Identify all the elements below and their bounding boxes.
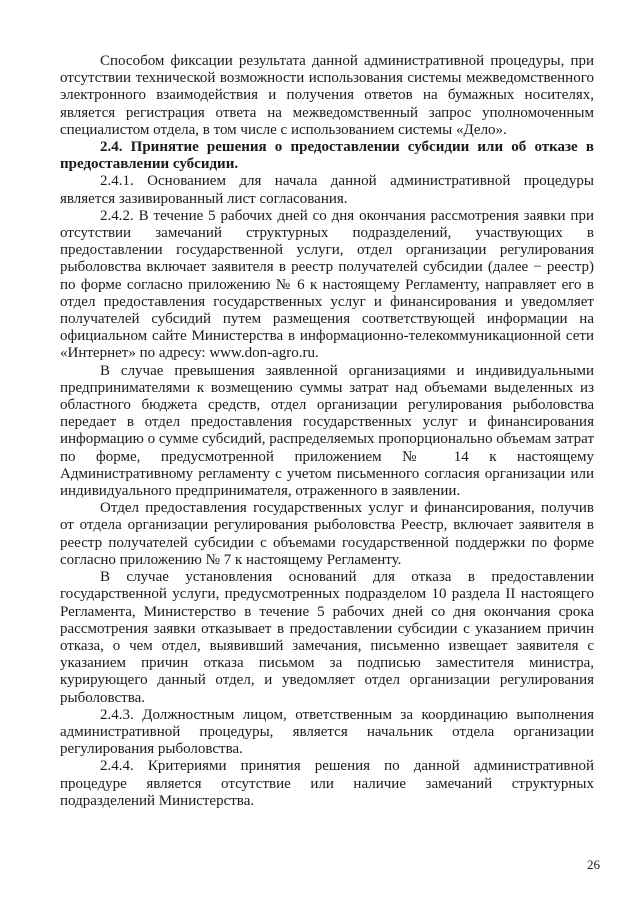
paragraph-2-4-3: 2.4.3. Должностным лицом, ответственным за координацию выполнения административной процедуры, является начальник отдела организации регулирования рыболовства.	[60, 706, 594, 758]
paragraph-excess-claims: В случае превышения заявленной организациями и индивидуальными предпринимателями к возмещению суммы затрат над объемами выделенных из областного бюджета средств, отдел организации регулирования рыболовства передает в отдел предоставления государственных услуг и финансирования информацию о сумме субсидий, распределяемых пропорционально объемам затрат по форме, предусмотренной приложением № 14 к настоящему Административному регламенту с учетом письменного согласия организации или индивидуального предпринимателя, отраженного в заявлении.	[60, 362, 594, 500]
paragraph-finance-department: Отдел предоставления государственных услуг и финансирования, получив от отдела организации регулирования рыболовства Реестр, включает заявителя в реестр получателей субсидии с объемами государственной поддержки по форме согласно приложению № 7 к настоящему Регламенту.	[60, 500, 594, 568]
paragraph-fixation-method: Способом фиксации результата данной административной процедуры, при отсутствии технической возможности использования системы межведомственного электронного взаимодействия и получения ответов на бумажных носителях, является регистрация ответа на межведомственный запрос уполномоченным специалистом отдела, в том числе с использованием системы «Дело».	[60, 53, 594, 138]
paragraph-refusal-grounds: В случае установления оснований для отказа в предоставлении государственной услуги, предусмотренных подразделом 10 раздела II настоящего Регламента, Министерство в течение 5 рабочих дней со дня окончания срока рассмотрения заявки отказывает в предоставлении субсидии с указанием причин отказа, о чем отдел, выявивший замечания, письменно извещает заявителя с указанием причин отказа письмом за подписью заместителя министра, курирующего данный отдел, и уведомляет отдел организации регулирования рыболовства.	[60, 569, 594, 706]
page-number: 26	[587, 857, 600, 872]
document-body	[60, 53, 594, 810]
paragraph-2-4-1: 2.4.1. Основанием для начала данной административной процедуры является зазивированный лист согласования.	[60, 173, 594, 207]
paragraph-2-4-4: 2.4.4. Критериями принятия решения по данной административной процедуре является отсутствие или наличие замечаний структурных подразделений Министерства.	[60, 758, 594, 809]
paragraph-2-4-2: 2.4.2. В течение 5 рабочих дней со дня окончания рассмотрения заявки при отсутствии замечаний структурных подразделений, участвующих в предоставлении государственной услуги, отдел организации регулирования рыболовства включает заявителя в реестр получателей субсидии (далее − реестр) по форме согласно приложению № 6 к настоящему Регламенту, направляет его в отдел предоставления государственных услуг и финансирования и уведомляет получателей субсидий путем размещения соответствующей информации на официальном сайте Министерства в информационно-телекоммуникационной сети «Интернет» по адресу: www.don-agro.ru.	[60, 207, 594, 362]
section-heading-2-4: 2.4. Принятие решения о предоставлении субсидии или об отказе в предоставлении субсидии.	[60, 139, 594, 173]
